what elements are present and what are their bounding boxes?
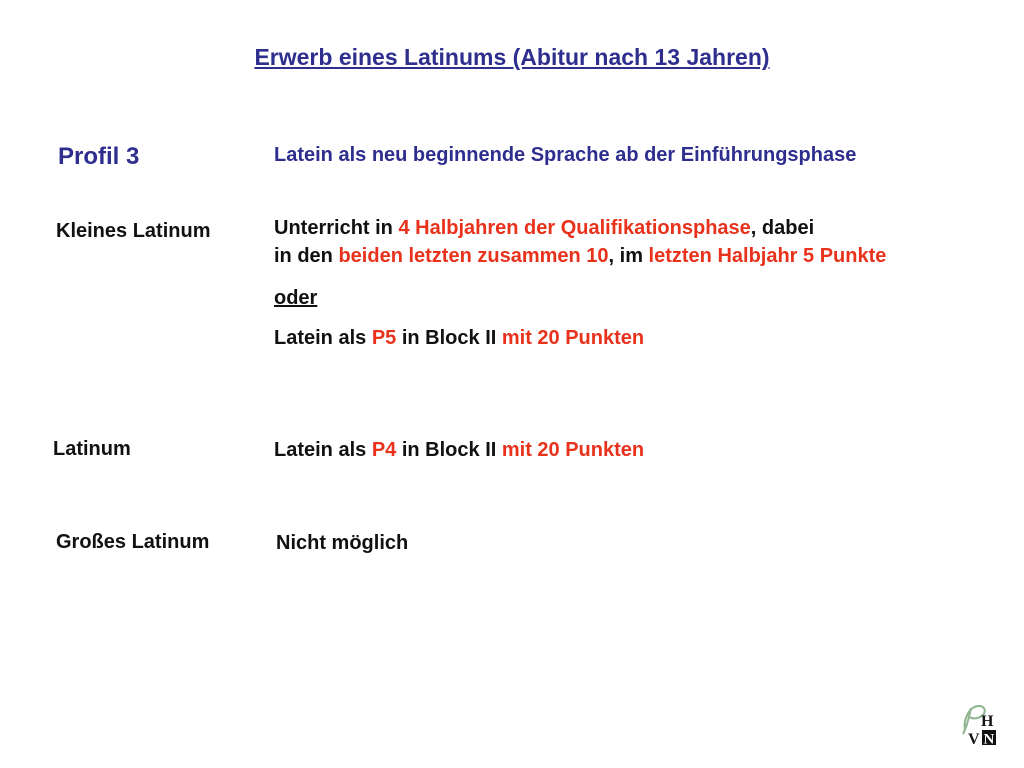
svg-text:N: N: [983, 731, 995, 748]
kleines-latinum-line-3: Latein als P5 in Block II mit 20 Punkten: [274, 327, 645, 349]
profil-description: Latein als neu beginnende Sprache ab der Einführungsphase: [274, 144, 857, 166]
page-title: Erwerb eines Latinums (Abitur nach 13 Jahren): [254, 44, 770, 70]
kleines-latinum-label: Kleines Latinum: [56, 220, 211, 242]
svg-text:V: V: [968, 731, 980, 748]
kleines-latinum-line-1: Unterricht in 4 Halbjahren der Qualifikationsphase, dabei: [274, 217, 815, 239]
grosses-latinum-label: Großes Latinum: [56, 531, 210, 553]
grosses-latinum-text: Nicht möglich: [276, 532, 409, 554]
latinum-label: Latinum: [53, 438, 131, 460]
profil-label: Profil 3: [58, 143, 140, 170]
oder-text: oder: [274, 287, 318, 309]
svg-text:H: H: [981, 713, 994, 730]
phvn-logo: [955, 700, 1003, 748]
latinum-line: Latein als P4 in Block II mit 20 Punkten: [274, 439, 645, 461]
kleines-latinum-line-2: in den beiden letzten zusammen 10, im letzten Halbjahr 5 Punkte: [274, 245, 887, 267]
